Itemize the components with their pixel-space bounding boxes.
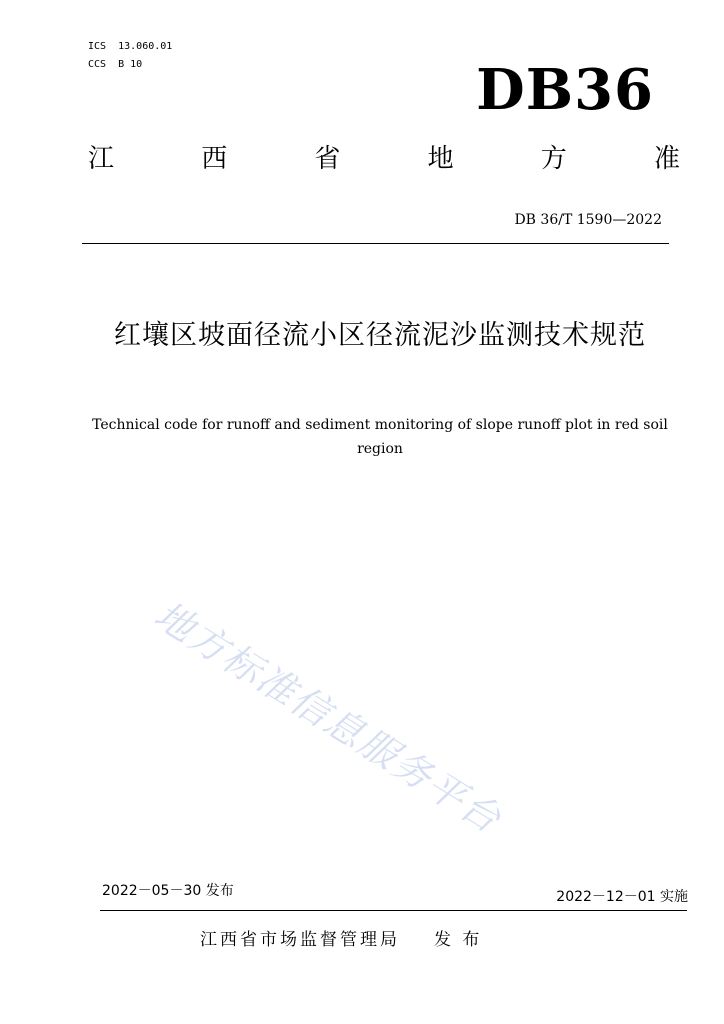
publish-date: 2022－05－30 发布	[102, 883, 234, 899]
classification-codes	[88, 38, 172, 74]
title-chinese: 红壤区坡面径流小区径流泥沙监测技术规范	[114, 320, 646, 351]
standard-type-char: 准	[653, 144, 680, 174]
standard-type-char: 省	[314, 144, 341, 174]
publisher-name: 江西省市场监督管理局	[200, 930, 400, 950]
ccs-row	[88, 56, 172, 74]
watermark-text: 地方标准信息服务平台	[146, 592, 510, 842]
title-english: Technical code for runoff and sediment monitoring of slope runoff plot in red soil region	[92, 417, 668, 457]
standard-number: DB 36/T 1590—2022	[514, 212, 662, 228]
db36-logo: DB36	[476, 57, 654, 123]
ics-code: 13.060.01	[118, 41, 173, 52]
ccs-code: B 10	[118, 59, 143, 70]
ics-label: ICS	[88, 41, 107, 52]
ics-row	[88, 38, 172, 56]
effective-date: 2022－12－01 实施	[556, 889, 688, 905]
publisher-line	[200, 925, 482, 950]
standard-type-char: 西	[201, 144, 228, 174]
standard-type-char: 江	[88, 144, 115, 174]
ccs-label: CCS	[88, 59, 107, 70]
publisher-action: 发 布	[434, 930, 483, 950]
standard-type-char: 地	[427, 144, 454, 174]
footer-divider	[100, 910, 687, 911]
standard-type-char: 方	[540, 144, 567, 174]
standard-type-heading	[88, 142, 680, 176]
header-divider	[82, 243, 669, 244]
